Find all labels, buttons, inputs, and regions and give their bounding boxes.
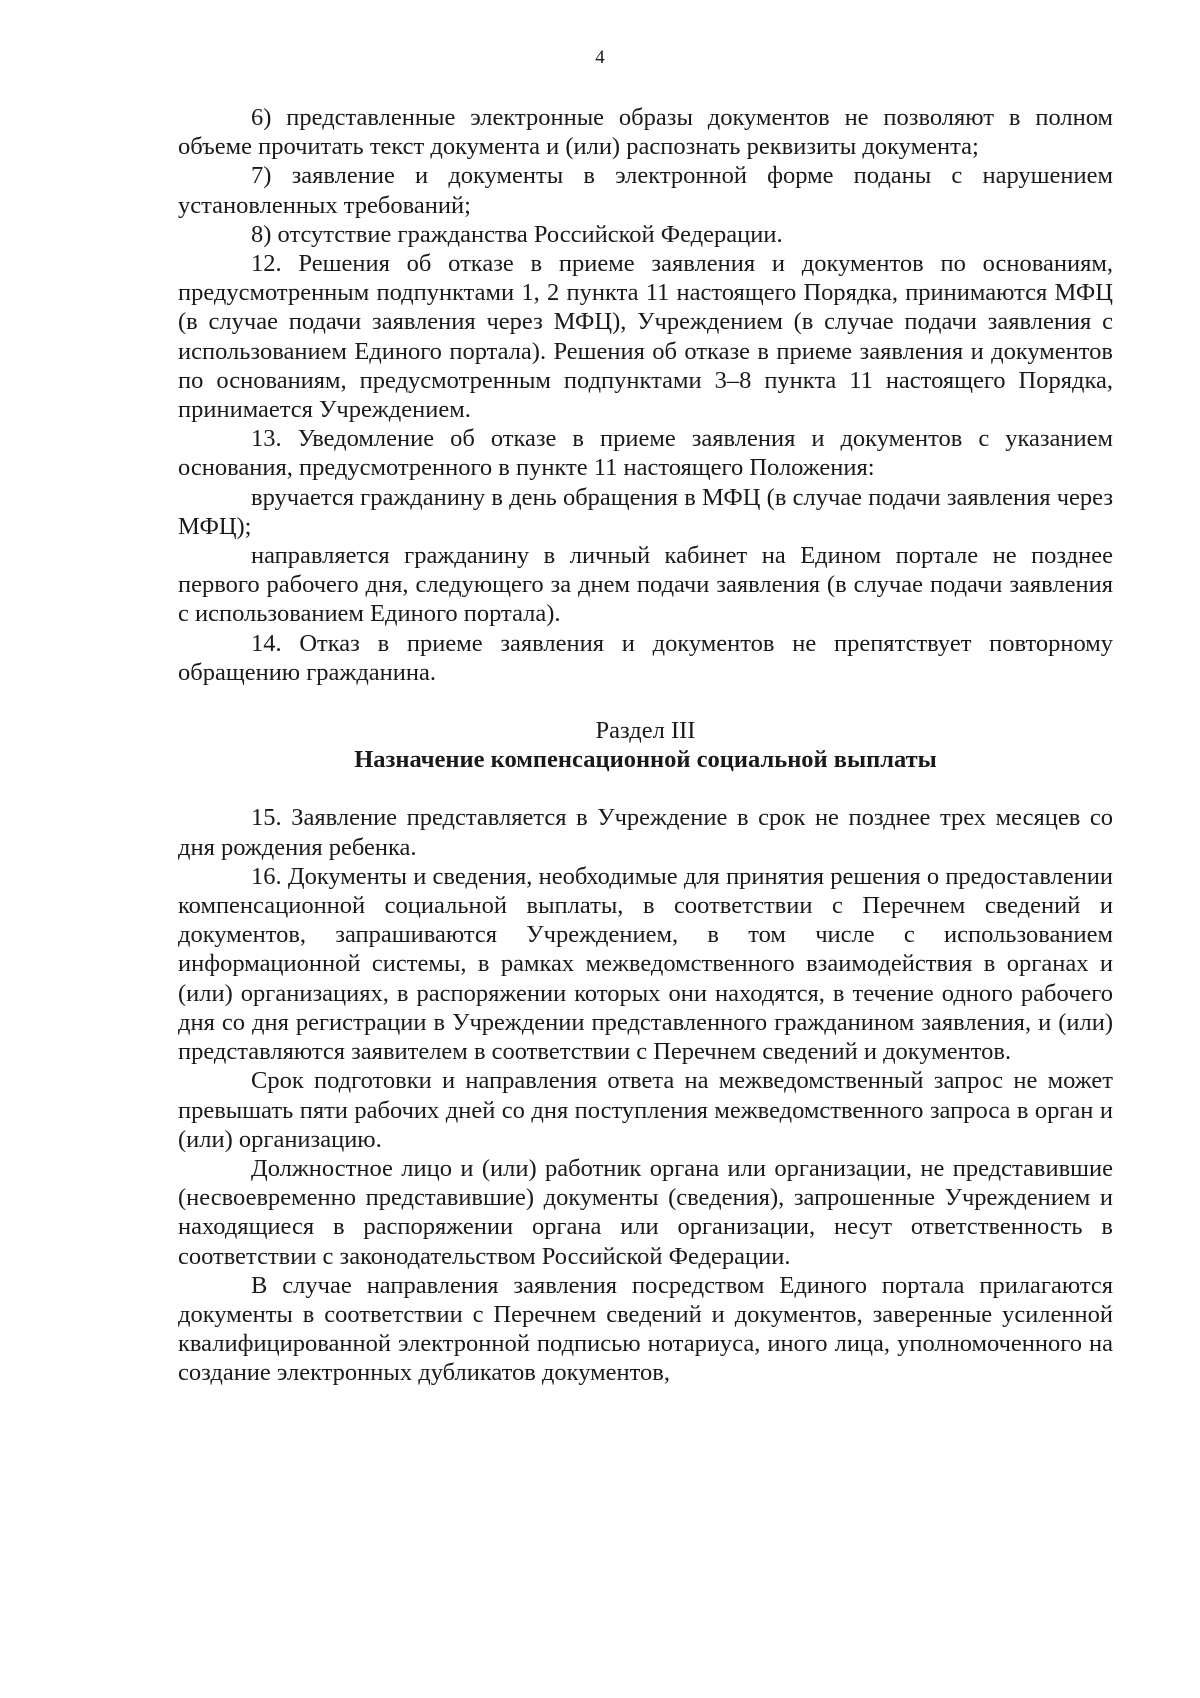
paragraph-item-8: 8) отсутствие гражданства Российской Федерации. bbox=[251, 220, 783, 248]
document-body bbox=[178, 103, 1113, 1388]
paragraph-clause-14: 14. Отказ в приеме заявления и документов не препятствует повторному обращению гражданина. bbox=[178, 629, 1113, 686]
paragraph-clause-12: 12. Решения об отказе в приеме заявления и документов по основаниям, предусмотренным подпунктами 1, 2 пункта 11 настоящего Порядка, принимаются МФЦ (в случае подачи заявления через МФЦ), Учреждением (в случае подачи заявления с использованием Единого портала). Решения об отказе в приеме заявления и документов по основаниям, предусмотренным подпунктами 3–8 пункта 11 настоящего Порядка, принимается Учреждением. bbox=[178, 250, 1113, 424]
paragraph-clause-13-portal: направляется гражданину в личный кабинет на Едином портале не позднее первого рабочего дня, следующего за днем подачи заявления (в случае подачи заявления с использованием Единого портала). bbox=[178, 542, 1113, 628]
section-heading bbox=[178, 716, 1113, 774]
section-title: Назначение компенсационной социальной выплаты bbox=[354, 746, 937, 774]
section-label: Раздел III bbox=[595, 717, 696, 745]
paragraph-item-7: 7) заявление и документы в электронной форме поданы с нарушением установленных требований; bbox=[178, 162, 1113, 219]
paragraph-clause-15: 15. Заявление представляется в Учреждение в срок не позднее трех месяцев со дня рождения ребенка. bbox=[178, 804, 1113, 861]
paragraph-liability: Должностное лицо и (или) работник органа или организации, не представившие (несвоевременно представившие) документы (сведения), запрошенные Учреждением и находящиеся в распоряжении органа или организации, несут ответственность в соответствии с законодательством Российской Федерации. bbox=[178, 1154, 1113, 1270]
paragraph-clause-13-mfc: вручается гражданину в день обращения в МФЦ (в случае подачи заявления через МФЦ); bbox=[178, 483, 1113, 540]
paragraph-clause-16: 16. Документы и сведения, необходимые для принятия решения о предоставлении компенсационной социальной выплаты, в соответствии с Перечнем сведений и документов, запрашиваются Учреждением, в том числе с использованием информационной системы, в рамках межведомственного взаимодействия в органах и (или) организациях, в распоряжении которых они находятся, в течение одного рабочего дня со дня регистрации в Учреждении представленного гражданином заявления, и (или) представляются заявителем в соответствии с Перечнем сведений и документов. bbox=[178, 862, 1113, 1066]
paragraph-item-6: 6) представленные электронные образы документов не позволяют в полном объеме прочитать текст документа и (или) распознать реквизиты документа; bbox=[178, 104, 1113, 161]
paragraph-clause-13: 13. Уведомление об отказе в приеме заявления и документов с указанием основания, предусмотренного в пункте 11 настоящего Положения: bbox=[178, 425, 1113, 482]
paragraph-request-deadline: Срок подготовки и направления ответа на межведомственный запрос не может превышать пяти рабочих дней со дня поступления межведомственного запроса в орган и (или) организацию. bbox=[178, 1067, 1113, 1153]
page-number: 4 bbox=[595, 47, 605, 68]
paragraph-portal-documents: В случае направления заявления посредством Единого портала прилагаются документы в соответствии с Перечнем сведений и документов, заверенные усиленной квалифицированной электронной подписью нотариуса, иного лица, уполномоченного на создание электронных дубликатов документов, bbox=[178, 1271, 1113, 1387]
